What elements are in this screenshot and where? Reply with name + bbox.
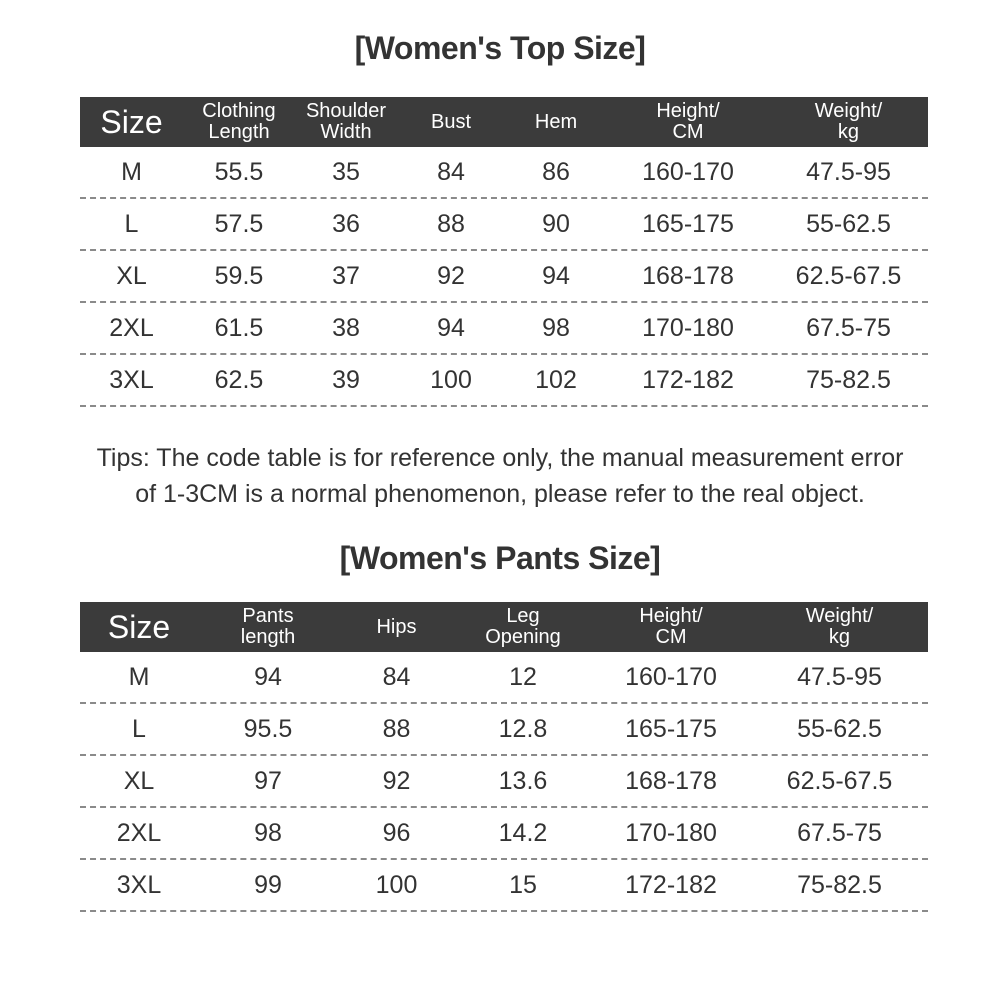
table-row bbox=[80, 199, 928, 251]
value-cell: 96 bbox=[382, 818, 411, 847]
top-table-header bbox=[80, 97, 928, 147]
pants-header-cell: Weight/ kg bbox=[805, 605, 874, 648]
size-cell: L bbox=[124, 209, 139, 238]
value-cell: 99 bbox=[254, 870, 282, 899]
value-cell: 98 bbox=[254, 818, 282, 847]
value-cell: 86 bbox=[542, 157, 570, 186]
value-cell: 57.5 bbox=[214, 209, 264, 238]
value-cell: 15 bbox=[509, 870, 537, 899]
pants-header-cell: Height/ CM bbox=[639, 605, 703, 648]
top-header-cell: Shoulder Width bbox=[305, 100, 387, 143]
size-cell: 3XL bbox=[109, 365, 154, 394]
value-cell: 92 bbox=[437, 261, 465, 290]
value-cell: 14.2 bbox=[498, 818, 548, 847]
top-size-table bbox=[80, 97, 928, 407]
top-size-title: [Women's Top Size] bbox=[354, 30, 646, 66]
value-cell: 61.5 bbox=[214, 313, 264, 342]
pants-table-body bbox=[80, 652, 928, 912]
value-cell: 168-178 bbox=[642, 261, 734, 290]
value-cell: 55-62.5 bbox=[797, 714, 882, 743]
value-cell: 62.5-67.5 bbox=[795, 261, 902, 290]
size-cell: M bbox=[121, 157, 142, 186]
table-row bbox=[80, 704, 928, 756]
pants-table-header bbox=[80, 602, 928, 652]
value-cell: 75-82.5 bbox=[806, 365, 891, 394]
value-cell: 94 bbox=[254, 662, 282, 691]
table-row bbox=[80, 355, 928, 407]
size-cell: XL bbox=[116, 261, 147, 290]
table-row bbox=[80, 860, 928, 912]
value-cell: 37 bbox=[332, 261, 360, 290]
size-cell: XL bbox=[123, 766, 155, 795]
value-cell: 172-182 bbox=[642, 365, 734, 394]
top-table-body bbox=[80, 147, 928, 407]
value-cell: 67.5-75 bbox=[797, 818, 882, 847]
top-header-cell: Size bbox=[100, 104, 163, 140]
value-cell: 100 bbox=[375, 870, 418, 899]
value-cell: 75-82.5 bbox=[797, 870, 882, 899]
pants-size-title: [Women's Pants Size] bbox=[339, 540, 661, 576]
table-row bbox=[80, 147, 928, 199]
value-cell: 36 bbox=[332, 209, 360, 238]
pants-header-cell: Leg Opening bbox=[485, 605, 561, 648]
size-cell: L bbox=[132, 714, 146, 743]
size-cell: M bbox=[128, 662, 150, 691]
top-header-cell: Hem bbox=[534, 110, 578, 133]
value-cell: 170-180 bbox=[625, 818, 717, 847]
tips-line-2: of 1-3CM is a normal phenomenon, please refer to the real object. bbox=[135, 480, 865, 508]
value-cell: 95.5 bbox=[243, 714, 293, 743]
value-cell: 62.5-67.5 bbox=[786, 766, 893, 795]
size-cell: 2XL bbox=[116, 818, 162, 847]
tips-line-1: Tips: The code table is for reference only, the manual measurement error bbox=[96, 444, 904, 472]
value-cell: 88 bbox=[437, 209, 465, 238]
top-header-cell: Bust bbox=[430, 110, 472, 133]
top-header-cell: Height/ CM bbox=[656, 100, 720, 143]
value-cell: 12 bbox=[509, 662, 537, 691]
value-cell: 160-170 bbox=[642, 157, 734, 186]
value-cell: 55-62.5 bbox=[806, 209, 891, 238]
value-cell: 94 bbox=[437, 313, 465, 342]
value-cell: 55.5 bbox=[214, 157, 264, 186]
pants-header-cell: Pants length bbox=[240, 605, 296, 648]
value-cell: 94 bbox=[542, 261, 570, 290]
value-cell: 88 bbox=[382, 714, 411, 743]
table-row bbox=[80, 756, 928, 808]
value-cell: 84 bbox=[382, 662, 411, 691]
value-cell: 84 bbox=[437, 157, 465, 186]
table-row bbox=[80, 303, 928, 355]
value-cell: 170-180 bbox=[642, 313, 734, 342]
tips-text bbox=[0, 440, 1000, 512]
size-cell: 3XL bbox=[116, 870, 162, 899]
value-cell: 98 bbox=[542, 313, 570, 342]
value-cell: 12.8 bbox=[498, 714, 548, 743]
pants-header-cell: Size bbox=[107, 609, 171, 645]
value-cell: 160-170 bbox=[625, 662, 717, 691]
table-row bbox=[80, 652, 928, 704]
value-cell: 100 bbox=[430, 365, 472, 394]
value-cell: 35 bbox=[332, 157, 360, 186]
size-cell: 2XL bbox=[109, 313, 154, 342]
table-row bbox=[80, 808, 928, 860]
value-cell: 38 bbox=[332, 313, 360, 342]
value-cell: 62.5 bbox=[214, 365, 264, 394]
pants-size-table bbox=[80, 602, 928, 912]
top-header-cell: Weight/ kg bbox=[814, 100, 883, 143]
pants-header-cell: Hips bbox=[376, 615, 417, 638]
value-cell: 92 bbox=[382, 766, 411, 795]
value-cell: 165-175 bbox=[642, 209, 734, 238]
top-header-cell: Clothing Length bbox=[202, 100, 276, 143]
value-cell: 13.6 bbox=[498, 766, 548, 795]
value-cell: 67.5-75 bbox=[806, 313, 891, 342]
value-cell: 172-182 bbox=[625, 870, 717, 899]
value-cell: 47.5-95 bbox=[806, 157, 891, 186]
value-cell: 102 bbox=[535, 365, 577, 394]
value-cell: 97 bbox=[254, 766, 282, 795]
value-cell: 39 bbox=[332, 365, 360, 394]
table-row bbox=[80, 251, 928, 303]
value-cell: 168-178 bbox=[625, 766, 717, 795]
value-cell: 59.5 bbox=[214, 261, 264, 290]
value-cell: 165-175 bbox=[625, 714, 717, 743]
value-cell: 90 bbox=[542, 209, 570, 238]
value-cell: 47.5-95 bbox=[797, 662, 882, 691]
